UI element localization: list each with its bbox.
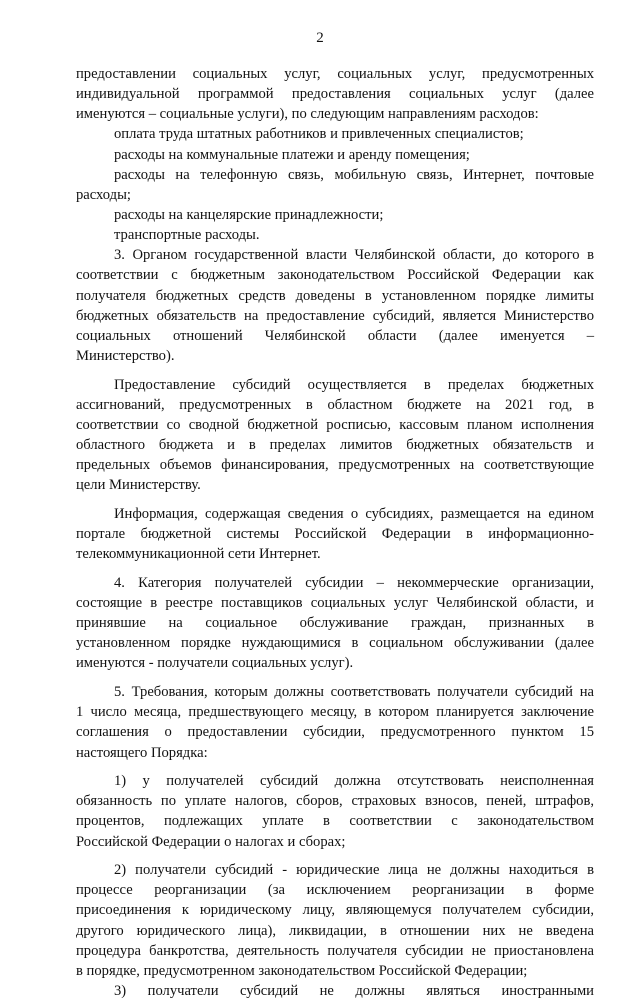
text-line: Российской Федерации о налогах и сборах; bbox=[76, 833, 346, 850]
text-line: расходы на коммунальные платежи и аренду помещения; bbox=[114, 146, 470, 163]
text-line: оплата труда штатных работников и привлеченных специалистов; bbox=[114, 126, 524, 143]
text-line: в порядке, предусмотренном законодательством Российской Федерации; bbox=[76, 962, 528, 979]
paragraph-gap bbox=[76, 852, 594, 861]
text-line: процедура банкротства, деятельность получателя субсидии не приостановлена bbox=[76, 942, 594, 959]
paragraph bbox=[76, 165, 594, 205]
text-line: расходы на канцелярские принадлежности; bbox=[114, 206, 384, 223]
text-line: ассигнований, предусмотренных в областном бюджете на 2021 год, в bbox=[76, 396, 594, 413]
text-line: настоящего Порядка: bbox=[76, 744, 208, 761]
text-line: 3) получатели субсидий не должны являться иностранными bbox=[114, 983, 594, 1000]
paragraph bbox=[76, 504, 594, 564]
page-number: 2 bbox=[316, 30, 324, 46]
paragraph bbox=[76, 981, 594, 1001]
text-line: Предоставление субсидий осуществляется в пределах бюджетных bbox=[114, 376, 594, 393]
paragraph bbox=[76, 145, 594, 165]
paragraph bbox=[76, 225, 594, 245]
text-line: областного бюджета и в пределах лимитов бюджетных обязательств и bbox=[76, 437, 594, 454]
text-line: портале бюджетной системы Российской Федерации в информационно- bbox=[76, 526, 594, 543]
text-line: именуются - получатели социальных услуг). bbox=[76, 655, 354, 672]
text-line: присоединения к юридическому лицу, являющемуся получателем субсидии, bbox=[76, 902, 594, 919]
text-line: обязанность по уплате налогов, сборов, страховых взносов, пеней, штрафов, bbox=[76, 793, 594, 810]
paragraph bbox=[76, 573, 594, 674]
paragraph bbox=[76, 375, 594, 496]
document-body bbox=[76, 64, 594, 1001]
paragraph-gap bbox=[76, 674, 594, 683]
paragraph bbox=[76, 771, 594, 852]
text-line: предоставлении социальных услуг, социальных услуг, предусмотренных bbox=[76, 66, 594, 82]
paragraph bbox=[76, 860, 594, 981]
text-line: социальных отношений Челябинской области (далее именуется – bbox=[76, 327, 594, 344]
text-line: индивидуальной программой предоставления социальных услуг (далее bbox=[76, 86, 594, 103]
paragraph bbox=[76, 682, 594, 763]
text-line: другого юридического лица), ликвидации, в отношении них не введена bbox=[76, 922, 594, 939]
text-line: именуются – социальные услуги), по следующим направлениям расходов: bbox=[76, 106, 539, 123]
paragraph-gap bbox=[76, 564, 594, 573]
text-line: состоящие в реестре поставщиков социальных услуг Челябинской области, и bbox=[76, 595, 594, 612]
paragraph-gap bbox=[76, 366, 594, 375]
text-line: 4. Категория получателей субсидии – некоммерческие организации, bbox=[114, 574, 594, 591]
text-line: принявшие на социальное обслуживание граждан, признанных в bbox=[76, 615, 594, 632]
text-line: 1 число месяца, предшествующего месяцу, в котором планируется заключение bbox=[76, 704, 594, 721]
paragraph bbox=[76, 205, 594, 225]
text-line: предельных объемов финансирования, предусмотренных на соответствующие bbox=[76, 457, 594, 474]
text-line: получателя бюджетных средств доведены в установленном порядке лимиты bbox=[76, 287, 594, 304]
text-line: расходы; bbox=[76, 186, 131, 203]
text-line: установленном порядке нуждающимися в социальном обслуживании (далее bbox=[76, 635, 594, 652]
text-line: телекоммуникационной сети Интернет. bbox=[76, 546, 321, 563]
paragraph bbox=[76, 245, 594, 366]
text-line: транспортные расходы. bbox=[114, 227, 260, 244]
text-line: 1) у получателей субсидий должна отсутствовать неисполненная bbox=[114, 773, 594, 790]
text-line: Министерство). bbox=[76, 347, 175, 364]
text-line: соглашения о предоставлении субсидии, предусмотренного пунктом 15 bbox=[76, 724, 594, 741]
text-line: Информация, содержащая сведения о субсидиях, размещается на едином bbox=[114, 505, 594, 522]
text-line: цели Министерству. bbox=[76, 477, 201, 494]
text-line: соответствии с бюджетным законодательством Российской Федерации как bbox=[76, 267, 594, 284]
paragraph bbox=[76, 124, 594, 144]
text-line: процессе реорганизации (за исключением реорганизации в форме bbox=[76, 882, 594, 899]
text-line: бюджетных обязательств на предоставление субсидий, является Министерство bbox=[76, 307, 594, 324]
text-line: 3. Органом государственной власти Челябинской области, до которого в bbox=[114, 247, 594, 264]
text-line: расходы на телефонную связь, мобильную связь, Интернет, почтовые bbox=[114, 166, 594, 183]
paragraph-gap bbox=[76, 495, 594, 504]
paragraph bbox=[76, 64, 594, 124]
text-line: 5. Требования, которым должны соответствовать получатели субсидий на bbox=[114, 684, 594, 701]
text-line: соответствии со сводной бюджетной росписью, кассовым планом исполнения bbox=[76, 416, 594, 433]
text-line: 2) получатели субсидий - юридические лица не должны находиться в bbox=[114, 862, 594, 879]
paragraph-gap bbox=[76, 763, 594, 772]
text-line: процентов, подлежащих уплате в соответствии с законодательством bbox=[76, 813, 594, 830]
